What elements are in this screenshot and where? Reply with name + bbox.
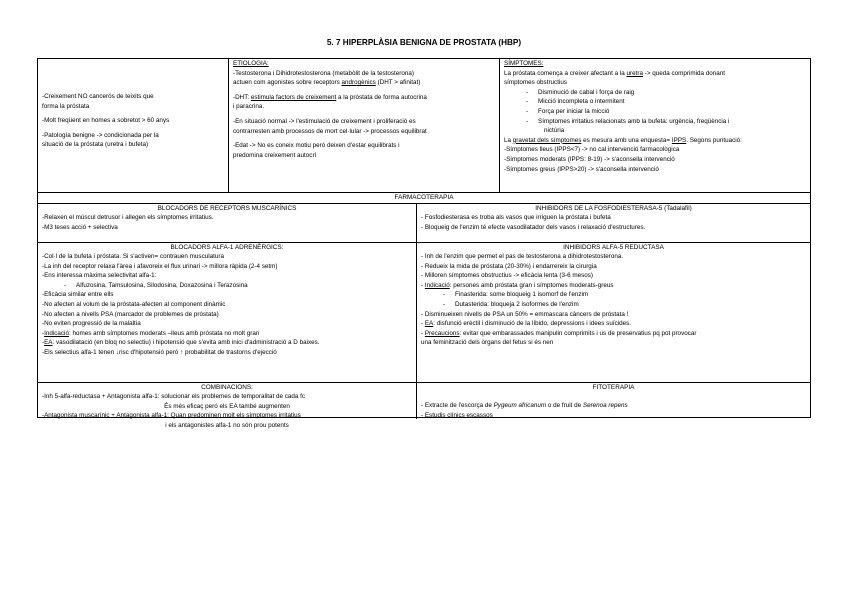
pde5-cell [416, 204, 810, 243]
overview-line: -Creixement NO cancerós de teixits que [42, 93, 154, 100]
severity-grade: -Símptomes moderats (IPPS: 8-19) -> s'aconsella intervenció [504, 155, 675, 163]
pde5-line: - Bloqueig de l'enzim té efecte vasodilatador dels vasos i relaxació d'estructures. [421, 223, 646, 231]
combinations-line: És més eficaç peró els EA també augmenten [164, 402, 290, 410]
page-title: 5. 7 HIPERPLÀSIA BENIGNA DE PROSTATA (HBP) [326, 38, 522, 47]
alpha5-line: - Indicació: persones amb próstata gran i símptomes moderats-greus [421, 281, 614, 289]
top-row [38, 59, 810, 192]
alpha1-cell [38, 243, 416, 383]
drug-row-2 [38, 242, 810, 383]
alpha1-line: -Col·l de la bufeta i próstata. Si s'activen= contrauen musculatura [42, 253, 224, 260]
symptom-item: - Micció incompleta o intermitent [526, 98, 625, 106]
etiology-line: actuen com agonistes sobre receptors androgènics (DHT > afinitat) [233, 79, 421, 87]
alpha5-line: - Milloren símptomes obstructius -> eficàcia lenta (3-6 mesos) [421, 272, 593, 280]
drug-row-1 [38, 203, 810, 243]
overview-line: -Molt freqüent en homes a sobretot > 60 anys [42, 117, 170, 125]
etiology-line: -En situació normal -> l'estimulació de creixement i proliferació es [233, 117, 416, 125]
pde5-heading: INHIBIDORS DE LA FOSFODIESTERASA-5 (Tadalafil) [535, 205, 692, 212]
alpha5-line: - Precaucions: evitar que embarassades manipulin comprimits i us de preservatius pq pot provocar [421, 329, 697, 337]
symptom-item: nictúria [544, 127, 565, 135]
symptom-item: - Força per iniciar la micció [526, 107, 610, 115]
muscarinic-heading: BLOCADORS DE RECEPTORS MUSCARÍNICS [157, 205, 297, 212]
alpha5-line: - Redueix la mida de próstata (20-30%) i endarrereix la cirurgia [421, 262, 597, 270]
etiology-line: -DHT: estimula factors de creixement a la próstata de forma autocrina [233, 93, 427, 101]
alpha1-line: -La inh del receptor relaxa l'àrea i afavoreix el flux urinari -> millora ràpida (2-4 setm) [42, 262, 278, 270]
muscarinic-line: -M3 teses acció + selectiva [42, 223, 118, 231]
overview-line: situació de la próstata (uretra i bufeta) [42, 141, 149, 149]
alpha5-drug: - Dutasterida: bloqueja 2 isoformes de l'enzim [443, 300, 579, 308]
drug-row-3 [38, 382, 810, 429]
etiology-line: contrarresten amb processos de mort cel·lular -> processos equilibrat [233, 127, 427, 135]
symptoms-line: símptomes obstructius [504, 79, 567, 87]
symptom-item: - Disminució de cabal i força de raig [526, 88, 635, 96]
alpha5-heading: INHIBIDORS ALFA-5 REDUCTASA [563, 244, 664, 251]
etiology-line: -Edat -> No es coneix motiu peró deixen d'estar equilibrats i [233, 142, 400, 150]
alpha1-line: -No afecten a nivells PSA (marcador de problemes de próstata) [42, 310, 219, 318]
alpha5-drug: - Finasterida: some bloqueig 1 isomorf de l'enzim [443, 291, 589, 299]
phytotherapy-line: - Extracte de l'escorça de Pygeum africanum o de fruit de Serenoa repens [421, 402, 628, 409]
overview-cell [38, 59, 228, 192]
symptom-item: - Símptomes irritatius relacionats amb la bufeta: urgència, freqüència i [526, 117, 730, 125]
phytotherapy-heading: FITOTERAPIA [592, 384, 635, 391]
symptoms-line: La próstata comença a creixer afectant a la uretra -> queda comprimida donant [504, 69, 726, 77]
muscarinic-cell [38, 204, 416, 243]
alpha1-line: -Eficàcia similar entre ells [42, 291, 114, 299]
alpha1-line: -No afecten al volum de la próstata-afecten al component dinàmic [42, 300, 226, 308]
overview-line: forma la próstata [42, 102, 90, 110]
alpha1-drug-list: - Alfuzosina, Tamsulosina, Silodosina, Doxazosina i Terazosina [64, 281, 248, 289]
alpha1-heading: BLOCADORS ALFA-1 ADRENÈRGICS: [170, 244, 284, 251]
etiology-line: -Testosterona i Dihidrotestosterona (metabòlit de la testosterona) [233, 69, 414, 77]
symptoms-line: La gravetat dels símptomes es mesura amb una enquesta= IPPS. Segons puntuació: [504, 136, 742, 144]
etiology-line: i paracrina. [233, 103, 265, 111]
etiology-line: predomina creixement autocrí [233, 151, 317, 159]
muscarinic-line: -Relaxen el múscul detrusor i allegen els símptomes irritatius. [42, 214, 214, 221]
pharmacotherapy-title: FARMACOTERAPIA [394, 194, 454, 201]
phytotherapy-line: - Estudis clínics escassos [421, 411, 493, 419]
etiology-heading: ETIOLOGIA: [233, 60, 269, 67]
alpha1-line: -Els selectius alfa-1 tenen ↓risc d'hipotensió peró ↑ probabilitat de trastorns d'ejecció [42, 348, 277, 356]
alpha1-line: -Indicació: homes amb símptomes moderats –lleus amb próstata no molt gran [42, 329, 260, 337]
etiology-cell [228, 59, 499, 192]
phytotherapy-cell [416, 383, 810, 419]
alpha5-line: - Inh de l'enzim que permet el pas de testosterona a dihidrotestosterona. [421, 253, 624, 260]
symptoms-heading: SÍMPTOMES: [504, 60, 544, 67]
alpha5-line: una feminització dels òrgans del fetus si és nen [421, 339, 554, 347]
combinations-line: i els antagonistes alfa-1 no són prou potents [165, 421, 289, 429]
summary-table [37, 58, 811, 429]
overview-line: -Patología benigne -> condicionada per la [42, 131, 159, 139]
combinations-cell [38, 383, 416, 429]
alpha5-cell [416, 243, 810, 383]
alpha5-line: - Disminueixen nivells de PSA un 50% = emmascara càncers de próstata ! [421, 310, 629, 318]
pde5-line: - Fosfodiesterasa es troba als vasos que irriguen la próstata i bufeta [421, 214, 611, 221]
combinations-line: -Antagonista muscarínic + Antagonista alfa-1: Quan predominen molt els símptomes irritatius [42, 412, 301, 420]
symptoms-cell [499, 59, 810, 192]
severity-grade: -Símptomes greus (IPPS>20) -> s'aconsella intervenció [504, 165, 659, 173]
combinations-line: -Inh 5-alfa-reductasa + Antagonista alfa-1: solucionar els problemes de temporalitat de cada fc [42, 393, 306, 400]
alpha1-line: -Ens interessa màxima selectivitat alfa-1: [42, 272, 157, 280]
combinations-heading: COMBINACIONS: [201, 384, 253, 391]
alpha1-line: -EA: vasodilatació (en bloq no selectiu) i hipotensió que s'evita amb inici d'administració a D baixes. [42, 339, 320, 347]
alpha1-line: -No eviten progressió de la malaltia [42, 320, 141, 328]
severity-grade: -Símptomes lleus (IPPS<7) -> no cal intervenció farmacològica [504, 146, 680, 154]
alpha5-line: - EA: disfunció erèctil i disminució de la líbido, depressions i idees suïcides. [421, 320, 632, 328]
